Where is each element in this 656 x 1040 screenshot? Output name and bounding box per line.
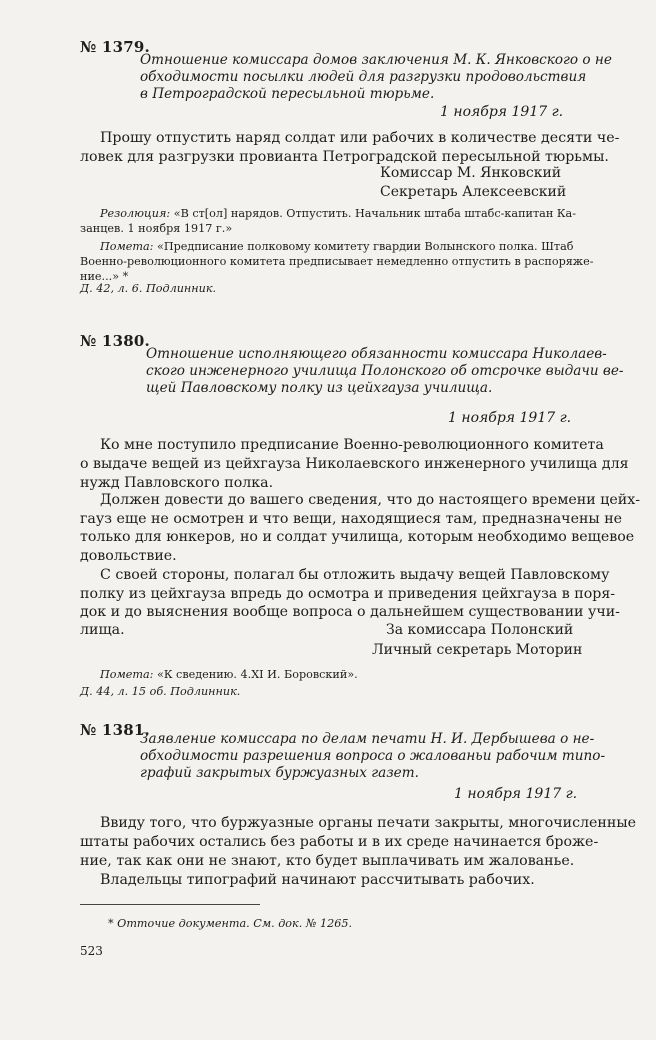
doc-1379-title-line-2: обходимости посылки людей для разгрузки продовольствия bbox=[140, 69, 587, 85]
doc-1381-title-line-2: обходимости разрешения вопроса о жалованьи рабочим типо- bbox=[140, 748, 606, 764]
doc-1379-note-label: Помета: bbox=[100, 240, 154, 253]
footnote: * Отточие документа. См. док. № 1265. bbox=[108, 917, 353, 930]
doc-1380-source: Д. 44, л. 15 об. Подлинник. bbox=[80, 685, 241, 698]
doc-1379-title-line-3: в Петроградской пересыльной тюрьме. bbox=[140, 86, 435, 102]
doc-1380-title-line-3: щей Павловскому полку из цейхгауза училища. bbox=[146, 380, 493, 396]
doc-1380-body-line-8: С своей стороны, полагал бы отложить выдачу вещей Павловскому bbox=[100, 567, 610, 583]
doc-1381-body-line-1: Ввиду того, что буржуазные органы печати закрыты, многочисленные bbox=[100, 815, 637, 831]
doc-1379-note-line-3: ние...» * bbox=[80, 270, 129, 283]
doc-1381-body-line-3: ние, так как они не знают, кто будет выплачивать им жалованье. bbox=[80, 853, 575, 869]
doc-1380-note-label: Помета: bbox=[100, 668, 154, 681]
doc-1380-signature-2: Личный секретарь Моторин bbox=[372, 642, 583, 658]
doc-1379-body-line-1: Прошу отпустить наряд солдат или рабочих в количестве десяти че- bbox=[100, 130, 620, 146]
doc-1379-signature-1: Комиссар М. Янковский bbox=[380, 165, 562, 181]
doc-1379-source: Д. 42, л. 6. Подлинник. bbox=[80, 282, 217, 295]
doc-1380-body-line-4: Должен довести до вашего сведения, что до настоящего времени цейх- bbox=[100, 492, 640, 508]
doc-1380-body-line-3: нужд Павловского полка. bbox=[80, 475, 274, 491]
doc-1381-date: 1 ноября 1917 г. bbox=[454, 786, 578, 802]
doc-1381-title-line-1: Заявление комиссара по делам печати Н. И. Дербышева о не- bbox=[140, 731, 595, 747]
doc-1380-number: № 1380. bbox=[80, 332, 150, 350]
doc-1379-number: № 1379. bbox=[80, 38, 150, 56]
doc-1380-title-line-1: Отношение исполняющего обязанности комиссара Николаев- bbox=[146, 346, 607, 362]
doc-1379-signature-2: Секретарь Алексеевский bbox=[380, 184, 567, 200]
doc-1380-date: 1 ноября 1917 г. bbox=[448, 410, 572, 426]
doc-1379-resolution-line-2: занцев. 1 ноября 1917 г.» bbox=[80, 222, 233, 235]
doc-1380-body-line-2: о выдаче вещей из цейхгауза Николаевского инженерного училища для bbox=[80, 456, 629, 472]
doc-1381-title-line-3: графий закрытых буржуазных газет. bbox=[140, 765, 419, 781]
doc-1379-note-line-2: Военно-революционного комитета предписывает немедленно отпустить в распоряже- bbox=[80, 255, 594, 268]
doc-1380-body-line-11: лища. bbox=[80, 622, 125, 638]
doc-1380-note-text: «К сведению. 4.XI И. Боровский». bbox=[157, 668, 358, 681]
doc-1381-body-line-2: штаты рабочих остались без работы и в их среде начинается броже- bbox=[80, 834, 599, 850]
doc-1380-title-line-2: ского инженерного училища Полонского об отсрочке выдачи ве- bbox=[146, 363, 624, 379]
doc-1381-body-line-4: Владельцы типографий начинают рассчитывать рабочих. bbox=[100, 872, 535, 888]
doc-1380-body-line-5: гауз еще не осмотрен и что вещи, находящиеся там, предназначены не bbox=[80, 511, 623, 527]
doc-1380-body-line-1: Ко мне поступило предписание Военно-революционного комитета bbox=[100, 437, 604, 453]
doc-1379-resolution-line-1 bbox=[100, 206, 576, 221]
doc-1379-body-line-2: ловек для разгрузки провианта Петроградской пересыльной тюрьмы. bbox=[80, 149, 609, 165]
doc-1381-number: № 1381. bbox=[80, 721, 150, 739]
doc-1380-body-line-7: довольствие. bbox=[80, 548, 177, 564]
doc-1379-resolution-label: Резолюция: bbox=[100, 207, 171, 220]
doc-1379-date: 1 ноября 1917 г. bbox=[440, 104, 564, 120]
doc-1380-body-line-9: полку из цейхгауза впредь до осмотра и приведения цейхгауза в поря- bbox=[80, 586, 616, 602]
doc-1380-body-line-6: только для юнкеров, но и солдат училища, которым необходимо вещевое bbox=[80, 529, 635, 545]
footnote-divider bbox=[80, 904, 260, 905]
doc-1380-body-line-10: док и до выяснения вообще вопроса о дальнейшем существовании учи- bbox=[80, 604, 620, 620]
doc-1380-note bbox=[100, 667, 358, 682]
doc-1379-resolution-text-1: «В ст[ол] нарядов. Отпустить. Начальник штаба штабс-капитан Ка- bbox=[173, 207, 576, 220]
doc-1379-title-line-1: Отношение комиссара домов заключения М. К. Янковского о не bbox=[140, 52, 612, 68]
page-number: 523 bbox=[80, 944, 103, 958]
doc-1379-note-text-1: «Предписание полковому комитету гвардии Волынского полка. Штаб bbox=[157, 240, 574, 253]
doc-1379-note-line-1 bbox=[100, 239, 574, 254]
doc-1380-signature-1: За комиссара Полонский bbox=[386, 622, 574, 638]
